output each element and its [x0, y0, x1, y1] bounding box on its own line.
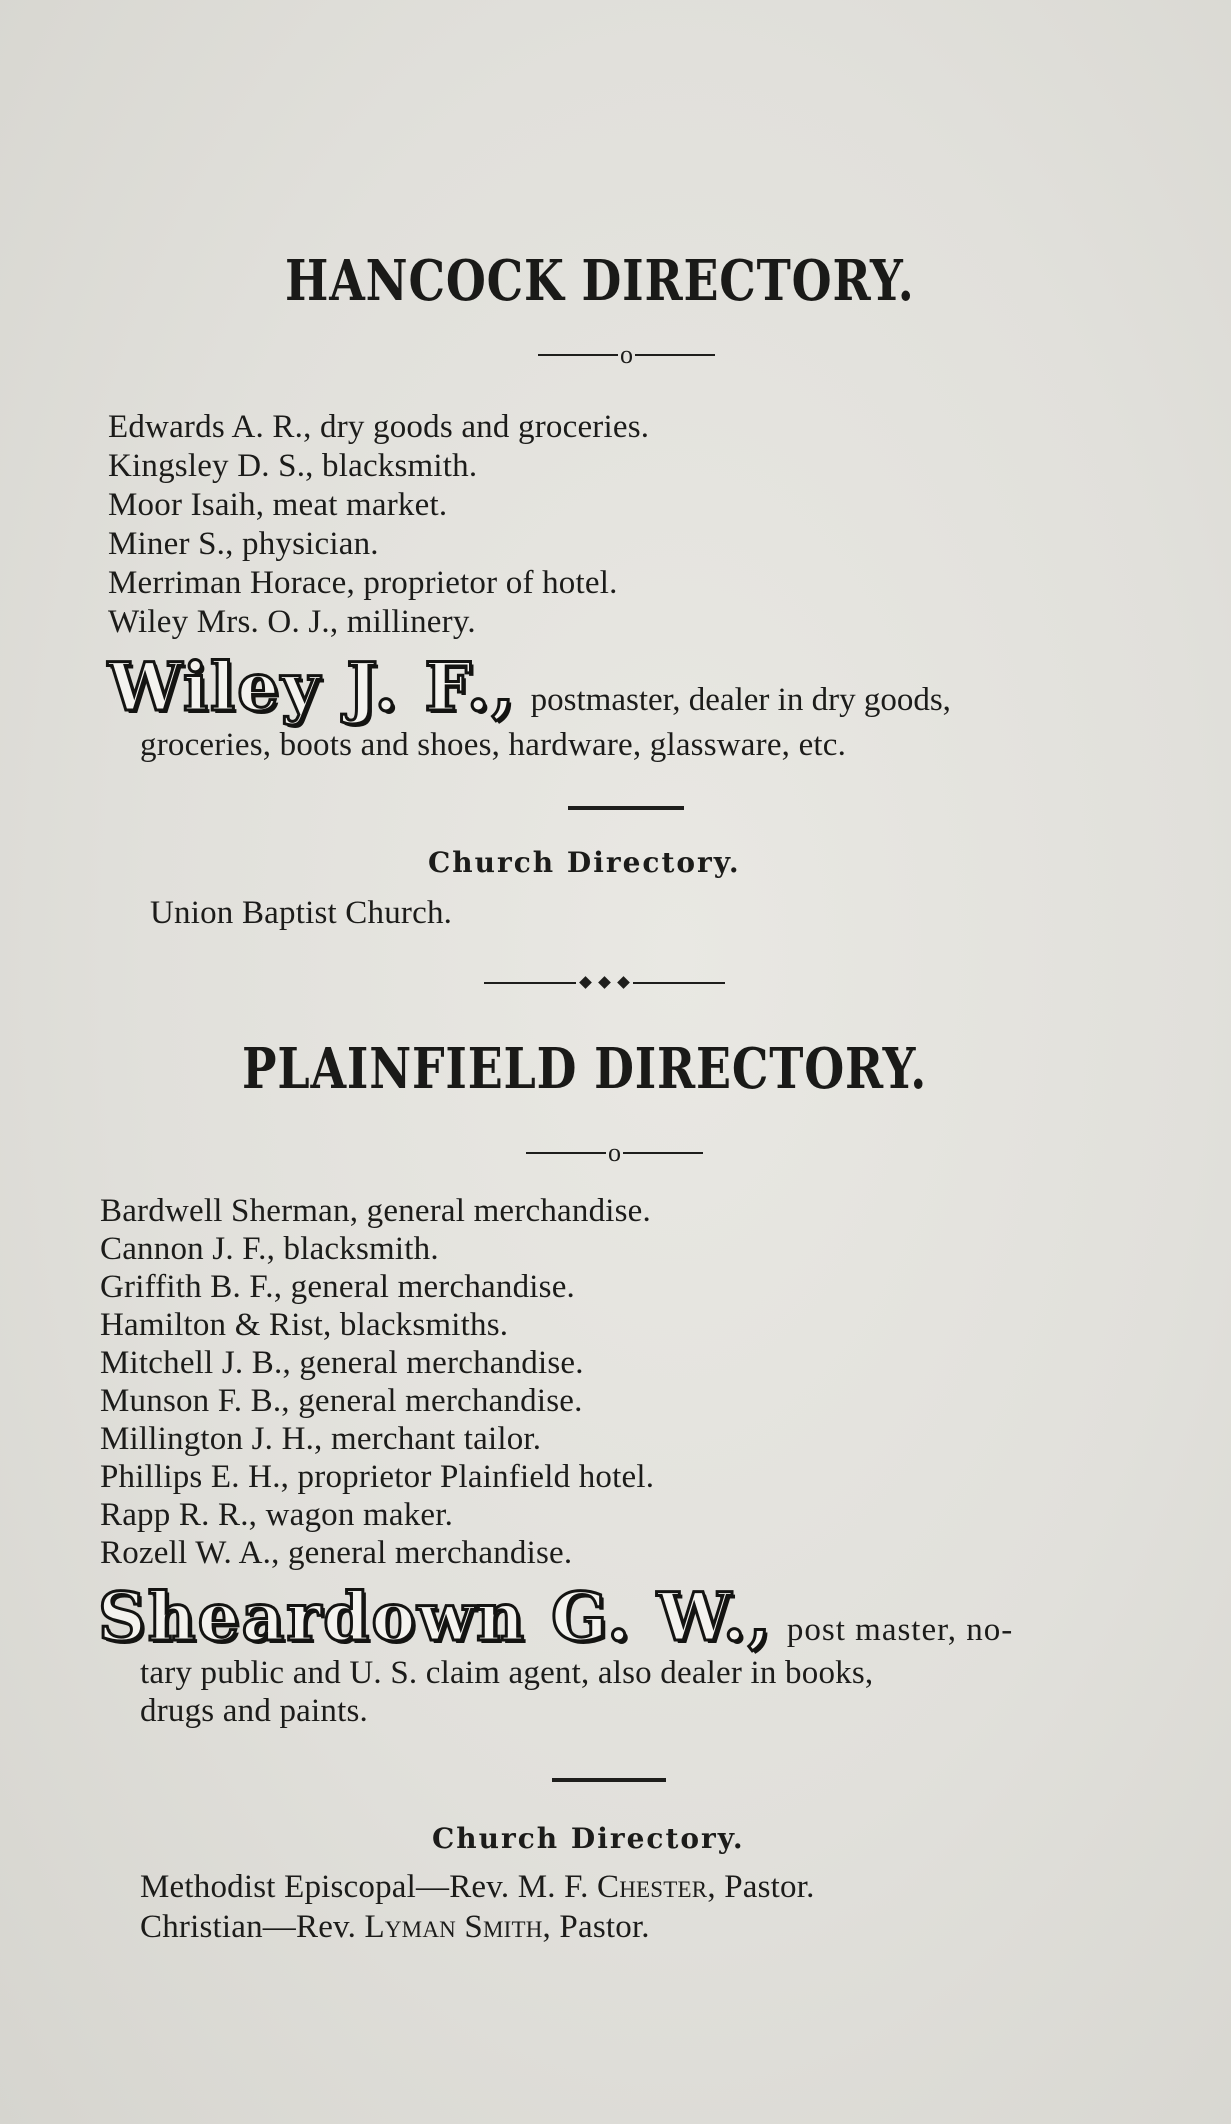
hancock-church-entry: Union Baptist Church.	[150, 895, 453, 931]
plainfield-church-entry	[140, 1868, 815, 1906]
diamond-ornament	[598, 976, 611, 989]
rule-line-right	[635, 354, 715, 356]
hancock-entry: Moor Isaih, meat market.	[108, 487, 448, 523]
hancock-entry: Kingsley D. S., blacksmith.	[108, 448, 478, 484]
plainfield-entry: Munson F. B., general merchandise.	[100, 1383, 583, 1419]
plainfield-feature-continuation: tary public and U. S. claim agent, also dealer in books,	[140, 1655, 874, 1691]
plainfield-entry: Phillips E. H., proprietor Plainfield hotel.	[100, 1459, 655, 1495]
plainfield-feature-continuation: drugs and paints.	[140, 1693, 368, 1729]
feature-desc: post master, no-	[786, 1612, 1014, 1648]
feature-name: Sheardown G. W.,	[98, 1578, 773, 1656]
rule-mark: o	[620, 340, 633, 369]
pastor-name: Lyman Smith	[364, 1909, 543, 1945]
hancock-entry: Wiley Mrs. O. J., millinery.	[108, 604, 476, 640]
plainfield-entry: Millington J. H., merchant tailor.	[100, 1421, 542, 1457]
rule-mark: o	[608, 1138, 621, 1167]
church-suffix: , Pastor.	[707, 1869, 815, 1905]
hancock-title-rule	[538, 340, 715, 370]
plainfield-entry: Rozell W. A., general merchandise.	[100, 1535, 573, 1571]
plainfield-entry: Cannon J. F., blacksmith.	[100, 1231, 439, 1267]
plainfield-title-rule	[526, 1138, 703, 1168]
plainfield-church-entry	[140, 1908, 650, 1946]
ornamental-divider	[484, 978, 725, 987]
church-suffix: , Pastor.	[542, 1909, 650, 1945]
feature-desc: postmaster, dealer in dry goods,	[530, 682, 951, 718]
rule-line-left	[526, 1152, 606, 1154]
hancock-entry: Merriman Horace, proprietor of hotel.	[108, 565, 618, 601]
plainfield-church-heading: Church Directory.	[432, 1822, 745, 1855]
plainfield-title: PLAINFIELD DIRECTORY.	[242, 1036, 928, 1102]
section-divider	[552, 1778, 666, 1782]
divider-line-right	[633, 982, 725, 984]
feature-name: Wiley J. F.,	[108, 648, 517, 726]
hancock-entry: Miner S., physician.	[108, 526, 379, 562]
rule-line-right	[623, 1152, 703, 1154]
plainfield-entry: Hamilton & Rist, blacksmiths.	[100, 1307, 509, 1343]
diamond-ornament	[579, 976, 592, 989]
hancock-title: HANCOCK DIRECTORY.	[285, 248, 915, 314]
divider-line-left	[484, 982, 576, 984]
plainfield-entry: Bardwell Sherman, general merchandise.	[100, 1193, 651, 1229]
hancock-church-heading: Church Directory.	[428, 846, 741, 879]
hancock-feature-continuation: groceries, boots and shoes, hardware, glassware, etc.	[140, 727, 847, 763]
plainfield-feature-entry	[98, 1578, 1013, 1656]
church-denomination: Methodist Episcopal—Rev. M. F.	[140, 1869, 597, 1905]
plainfield-entry: Mitchell J. B., general merchandise.	[100, 1345, 584, 1381]
plainfield-entry: Rapp R. R., wagon maker.	[100, 1497, 454, 1533]
church-denomination: Christian—Rev.	[140, 1909, 365, 1945]
hancock-feature-entry	[108, 648, 951, 726]
plainfield-entry: Griffith B. F., general merchandise.	[100, 1269, 575, 1305]
hancock-entry: Edwards A. R., dry goods and groceries.	[108, 409, 650, 445]
diamond-ornament	[617, 976, 630, 989]
section-divider	[568, 806, 684, 810]
pastor-name: Chester	[597, 1869, 708, 1905]
rule-line-left	[538, 354, 618, 356]
